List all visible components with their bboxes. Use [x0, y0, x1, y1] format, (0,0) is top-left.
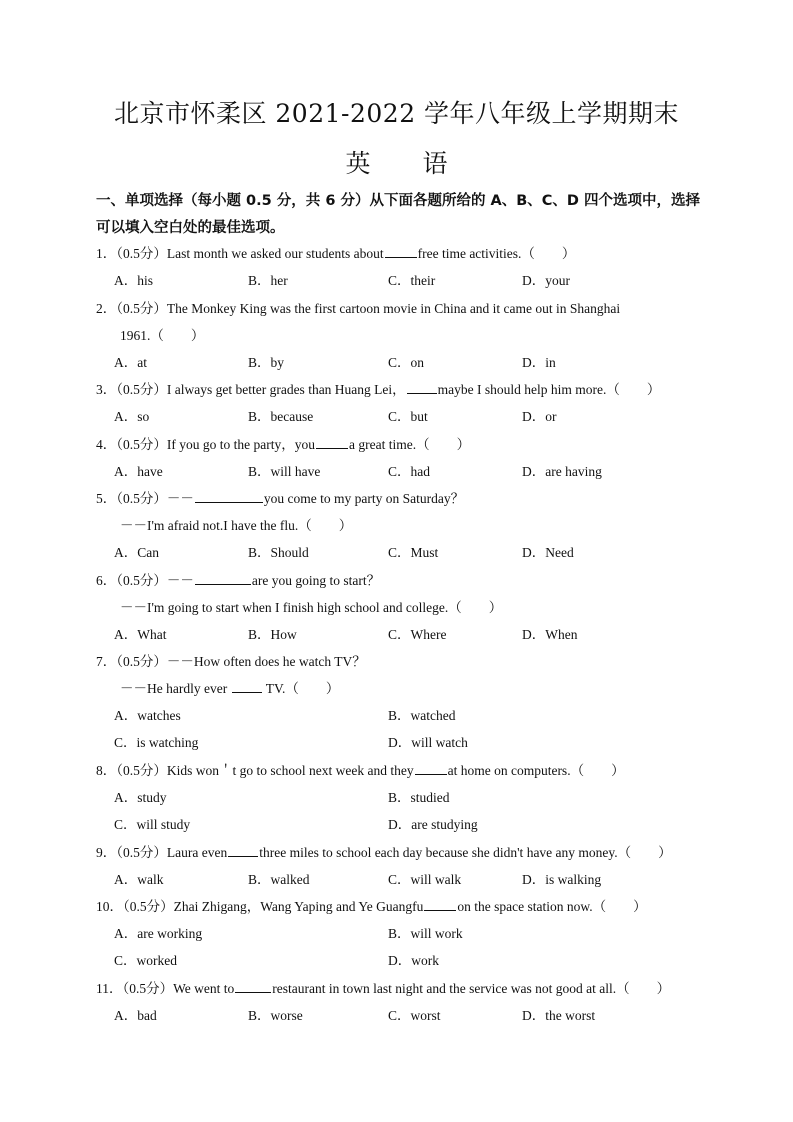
options-row	[96, 1002, 706, 1029]
question-text: Laura even	[166, 845, 228, 860]
answer-blank	[235, 978, 271, 993]
question-number: 10．	[96, 899, 123, 914]
options-row	[96, 947, 706, 974]
question-number: 7．	[96, 654, 117, 669]
option: C．is watching	[114, 735, 199, 750]
question-text: I always get better grades than Huang Lei，	[166, 382, 406, 397]
option: C．Must	[388, 545, 439, 560]
option: A．walk	[114, 872, 164, 887]
question-score: （0.5分）	[116, 301, 167, 316]
question-stem	[96, 485, 706, 512]
option: A．are working	[114, 926, 203, 941]
question-text: Kids won＇t go to school next week and they	[166, 763, 414, 778]
question-text: on the space station now.（ ）	[457, 899, 647, 914]
options-row	[96, 866, 706, 893]
option: D．Need	[522, 545, 574, 560]
question-score: （0.5分）	[116, 246, 167, 261]
options-row	[96, 403, 706, 430]
option: C．Where	[388, 627, 447, 642]
question-text: －－	[166, 573, 194, 588]
option: D．are having	[522, 464, 602, 479]
options-row	[96, 621, 706, 648]
option: A．study	[114, 790, 167, 805]
option: A．What	[114, 627, 167, 642]
question-number: 6．	[96, 573, 117, 588]
option: A．have	[114, 464, 163, 479]
option: A．at	[114, 355, 147, 370]
options-row	[96, 458, 706, 485]
option: B．Should	[248, 545, 309, 560]
section-instructions: 一、单项选择（每小题 0.5 分，共 6 分）从下面各题所给的 A、B、C、D 四个选项中，选择可以填入空白处的最佳选项。	[96, 193, 701, 236]
option: D．will watch	[388, 735, 468, 750]
options-row	[96, 729, 706, 756]
option: B．will work	[388, 926, 463, 941]
question-number: 2．	[96, 301, 117, 316]
page-title: 北京市怀柔区 2021-2022 学年八年级上学期期末	[113, 99, 680, 128]
question	[96, 839, 706, 893]
option: C．worst	[388, 1008, 441, 1023]
answer-blank	[228, 842, 258, 857]
question-score: （0.5分）	[116, 845, 167, 860]
question-stem	[96, 839, 706, 866]
option: B．How	[248, 627, 297, 642]
question-number: 11．	[96, 981, 123, 996]
question-text: maybe I should help him more.（ ）	[437, 382, 661, 397]
question	[96, 485, 706, 566]
option: B．her	[248, 273, 288, 288]
question-text: If you go to the party，you	[166, 437, 315, 452]
option: C．worked	[114, 953, 177, 968]
question-text: restaurant in town last night and the service was not good at all.（ ）	[272, 981, 671, 996]
option: B．will have	[248, 464, 321, 479]
question-stem	[96, 975, 706, 1002]
option: D．or	[522, 409, 557, 424]
question-number: 9．	[96, 845, 117, 860]
answer-blank	[385, 243, 417, 258]
question	[96, 431, 706, 485]
question-score: （0.5分）	[116, 654, 167, 669]
answer-blank	[195, 488, 263, 503]
option: D．in	[522, 355, 556, 370]
question-text: We went to	[173, 981, 235, 996]
option: C．will walk	[388, 872, 462, 887]
option: A．watches	[114, 708, 181, 723]
option: A．bad	[114, 1008, 157, 1023]
option: D．are studying	[388, 817, 478, 832]
option: B．because	[248, 409, 314, 424]
option: D．is walking	[522, 872, 602, 887]
question	[96, 648, 706, 756]
options-row	[96, 702, 706, 729]
question-text: are you going to start？	[251, 573, 381, 588]
question-number: 4．	[96, 437, 117, 452]
question-text: you come to my party on Saturday？	[263, 491, 465, 506]
page-subtitle	[0, 144, 793, 180]
question-score: （0.5分）	[116, 491, 167, 506]
question	[96, 975, 706, 1029]
option: D．your	[522, 273, 570, 288]
question-text: －－	[166, 491, 194, 506]
option: B．walked	[248, 872, 310, 887]
answer-blank	[195, 570, 251, 585]
question-continuation	[96, 322, 706, 349]
option: B．watched	[388, 708, 456, 723]
question	[96, 567, 706, 648]
question-text: three miles to school each day because she didn't have any money.（ ）	[259, 845, 672, 860]
question	[96, 295, 706, 376]
question-stem	[96, 757, 706, 784]
question-stem	[96, 431, 706, 458]
question-text: at home on computers.（ ）	[447, 763, 625, 778]
question-stem	[96, 893, 706, 920]
question	[96, 757, 706, 838]
answer-blank	[424, 896, 456, 911]
question-text: －－I'm going to start when I finish high school and college.（ ）	[120, 600, 503, 615]
option: D．work	[388, 953, 439, 968]
option: C．their	[388, 273, 436, 288]
question-score: （0.5分）	[116, 437, 167, 452]
question-score: （0.5分）	[116, 573, 167, 588]
option: D．When	[522, 627, 578, 642]
option: A．so	[114, 409, 150, 424]
answer-blank	[415, 760, 447, 775]
options-row	[96, 267, 706, 294]
option: A．Can	[114, 545, 159, 560]
question-text: The Monkey King was the first cartoon movie in China and it came out in Shanghai	[166, 301, 621, 316]
question-text: －－How often does he watch TV？	[166, 654, 366, 669]
options-row	[96, 349, 706, 376]
option: B．by	[248, 355, 285, 370]
question-stem	[96, 240, 706, 267]
answer-blank	[232, 678, 262, 693]
question-text: free time activities.（ ）	[417, 246, 576, 261]
options-row	[96, 811, 706, 838]
question-stem	[96, 295, 706, 322]
option: B．worse	[248, 1008, 303, 1023]
question-score: （0.5分）	[122, 981, 174, 996]
question	[96, 893, 706, 974]
option: C．had	[388, 464, 430, 479]
answer-blank	[407, 379, 437, 394]
question-score: （0.5分）	[116, 382, 167, 397]
option: C．on	[388, 355, 425, 370]
question-continuation	[96, 675, 706, 702]
subtitle-char: 语	[422, 149, 448, 178]
answer-blank	[316, 434, 348, 449]
question-number: 8．	[96, 763, 117, 778]
question	[96, 240, 706, 294]
question-text: －－He hardly ever	[120, 681, 231, 696]
question-score: （0.5分）	[123, 899, 174, 914]
option: C．will study	[114, 817, 191, 832]
question-stem	[96, 648, 706, 675]
question-text: 1961.（ ）	[120, 328, 205, 343]
question	[96, 376, 706, 430]
question-number: 1．	[96, 246, 117, 261]
question-stem	[96, 376, 706, 403]
option: A．his	[114, 273, 154, 288]
option: D．the worst	[522, 1008, 596, 1023]
option: C．but	[388, 409, 428, 424]
subtitle-char: 英	[345, 149, 371, 178]
question-text: TV.（ ）	[262, 681, 340, 696]
question-score: （0.5分）	[116, 763, 167, 778]
question-stem	[96, 567, 706, 594]
question-continuation	[96, 512, 706, 539]
options-row	[96, 539, 706, 566]
question-text: a great time.（ ）	[348, 437, 471, 452]
question-number: 5．	[96, 491, 117, 506]
option: B．studied	[388, 790, 450, 805]
question-text: Zhai Zhigang，Wang Yaping and Ye Guangfu	[173, 899, 424, 914]
question-text: －－I'm afraid not.I have the flu.（ ）	[120, 518, 353, 533]
question-number: 3．	[96, 382, 117, 397]
question-text: Last month we asked our students about	[166, 246, 384, 261]
options-row	[96, 920, 706, 947]
options-row	[96, 784, 706, 811]
question-continuation	[96, 594, 706, 621]
